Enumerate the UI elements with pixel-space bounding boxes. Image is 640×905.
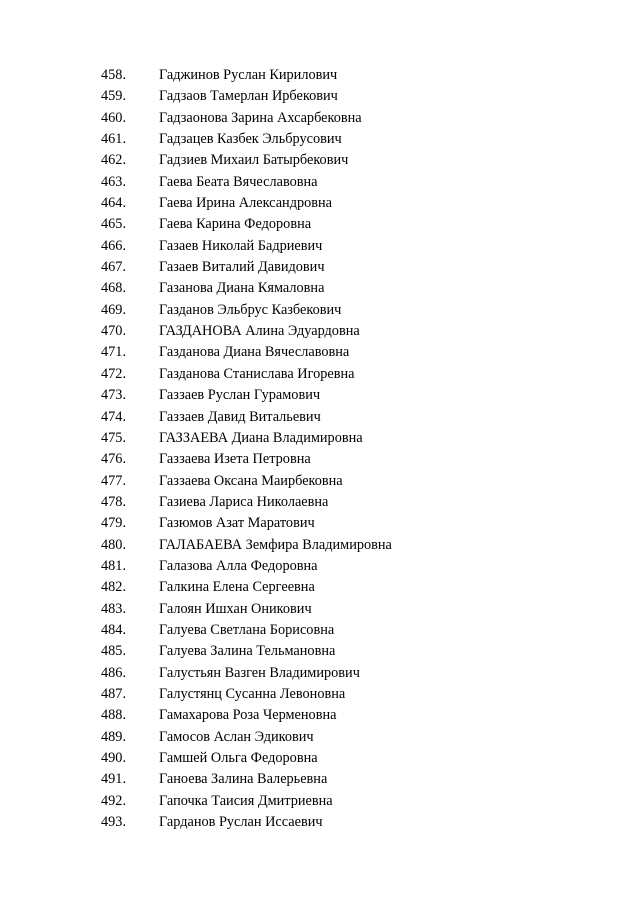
list-item: [101, 86, 581, 107]
entry-number: 485.: [101, 643, 127, 660]
entry-number: 461.: [101, 131, 127, 148]
list-item: [101, 620, 581, 641]
entry-number: 466.: [101, 237, 127, 254]
entry-name: Галуева Светлана Борисовна: [159, 621, 335, 638]
list-item: [101, 108, 581, 129]
entry-number: 464.: [101, 195, 127, 212]
entry-name: Гаева Беата Вячеславовна: [159, 173, 318, 190]
entry-number: 469.: [101, 301, 127, 318]
entry-name: Гарданов Руслан Иссаевич: [159, 814, 323, 831]
list-item: [101, 577, 581, 598]
list-item: [101, 193, 581, 214]
entry-number: 462.: [101, 152, 127, 169]
entry-name: Газюмов Азат Маратович: [159, 515, 315, 532]
entry-name: ГАЗДАНОВА Алина Эдуардовна: [159, 323, 360, 340]
entry-number: 477.: [101, 472, 127, 489]
entry-number: 471.: [101, 344, 127, 361]
list-item: [101, 150, 581, 171]
entry-number: 493.: [101, 814, 127, 831]
entry-name: Гадзаов Тамерлан Ирбекович: [159, 88, 338, 105]
entry-number: 474.: [101, 408, 127, 425]
list-item: [101, 727, 581, 748]
list-item: [101, 300, 581, 321]
entry-name: ГАЛАБАЕВА Земфира Владимировна: [159, 536, 392, 553]
entry-number: 490.: [101, 750, 127, 766]
list-item: [101, 257, 581, 278]
entry-name: Газзаева Оксана Маирбековна: [159, 472, 343, 489]
list-item: [101, 364, 581, 385]
entry-name: Гадзацев Казбек Эльбрусович: [159, 131, 342, 148]
list-item: [101, 535, 581, 556]
list-item: [101, 407, 581, 428]
list-item: [101, 172, 581, 193]
entry-name: Газанова Диана Кямаловна: [159, 280, 325, 297]
entry-name: ГАЗЗАЕВА Диана Владимировна: [159, 429, 363, 446]
entry-number: 484.: [101, 621, 127, 638]
entry-number: 481.: [101, 557, 127, 574]
list-item: [101, 812, 581, 833]
entry-name: Газиева Лариса Николаевна: [159, 493, 329, 510]
entry-name: Газаев Николай Бадриевич: [159, 237, 323, 254]
entry-name: Гамахарова Роза Черменовна: [159, 707, 337, 724]
list-item: [101, 449, 581, 470]
list-item: [101, 471, 581, 492]
entry-name: Ганоева Залина Валерьевна: [159, 771, 328, 788]
entry-number: 492.: [101, 792, 127, 809]
entry-number: 473.: [101, 387, 127, 404]
entry-name: Гадзиев Михаил Батырбекович: [159, 152, 349, 169]
list-item: [101, 513, 581, 534]
list-item: [101, 129, 581, 150]
list-item: [101, 769, 581, 790]
entry-number: 465.: [101, 216, 127, 233]
entry-name: Газзаева Изета Петровна: [159, 451, 311, 468]
list-item: [101, 641, 581, 662]
entry-name: Галустьян Вазген Владимирович: [159, 664, 360, 681]
list-item: [101, 705, 581, 726]
list-item: [101, 791, 581, 812]
entry-number: 468.: [101, 280, 127, 297]
entry-name: Газданова Диана Вячеславовна: [159, 344, 350, 361]
entry-name: Газзаев Давид Витальевич: [159, 408, 321, 425]
entry-name: Газданова Станислава Игоревна: [159, 365, 355, 382]
entry-name: Галоян Ишхан Оникович: [159, 600, 312, 617]
entry-number: 463.: [101, 173, 127, 190]
entry-number: 470.: [101, 323, 127, 340]
entry-number: 475.: [101, 429, 127, 446]
entry-number: 460.: [101, 109, 127, 126]
entry-name: Гаджинов Руслан Кирилович: [159, 67, 338, 83]
entry-number: 476.: [101, 451, 127, 468]
list-item: [101, 236, 581, 257]
entry-number: 483.: [101, 600, 127, 617]
entry-name: Галуева Залина Тельмановна: [159, 643, 336, 660]
entry-name: Газданов Эльбрус Казбекович: [159, 301, 342, 318]
entry-name: Гаева Ирина Александровна: [159, 195, 333, 212]
entry-name: Гадзаонова Зарина Ахсарбековна: [159, 109, 362, 126]
entry-name: Галустянц Сусанна Левоновна: [159, 685, 346, 702]
entry-name: Гамшей Ольга Федоровна: [159, 750, 318, 766]
list-item: [101, 599, 581, 620]
list-item: [101, 321, 581, 342]
entry-number: 487.: [101, 685, 127, 702]
entry-name: Гаева Карина Федоровна: [159, 216, 312, 233]
entry-number: 489.: [101, 728, 127, 745]
list-item: [101, 748, 581, 769]
list-item: [101, 492, 581, 513]
entry-name: Галазова Алла Федоровна: [159, 557, 318, 574]
list-item: [101, 278, 581, 299]
entry-number: 472.: [101, 365, 127, 382]
entry-name: Газзаев Руслан Гурамович: [159, 387, 321, 404]
entry-number: 479.: [101, 515, 127, 532]
entry-number: 488.: [101, 707, 127, 724]
entry-name: Гапочка Таисия Дмитриевна: [159, 792, 333, 809]
entry-number: 480.: [101, 536, 127, 553]
entry-number: 458.: [101, 67, 127, 83]
entry-number: 482.: [101, 579, 127, 596]
list-item: [101, 428, 581, 449]
entry-number: 486.: [101, 664, 127, 681]
list-item: [101, 65, 581, 86]
entry-number: 459.: [101, 88, 127, 105]
list-item: [101, 214, 581, 235]
list-item: [101, 342, 581, 363]
list-item: [101, 385, 581, 406]
entry-number: 491.: [101, 771, 127, 788]
entry-name: Гамосов Аслан Эдикович: [159, 728, 314, 745]
name-list: [101, 65, 581, 833]
entry-number: 467.: [101, 259, 127, 276]
list-item: [101, 663, 581, 684]
entry-name: Газаев Виталий Давидович: [159, 259, 325, 276]
entry-name: Галкина Елена Сергеевна: [159, 579, 315, 596]
list-item: [101, 684, 581, 705]
list-item: [101, 556, 581, 577]
entry-number: 478.: [101, 493, 127, 510]
